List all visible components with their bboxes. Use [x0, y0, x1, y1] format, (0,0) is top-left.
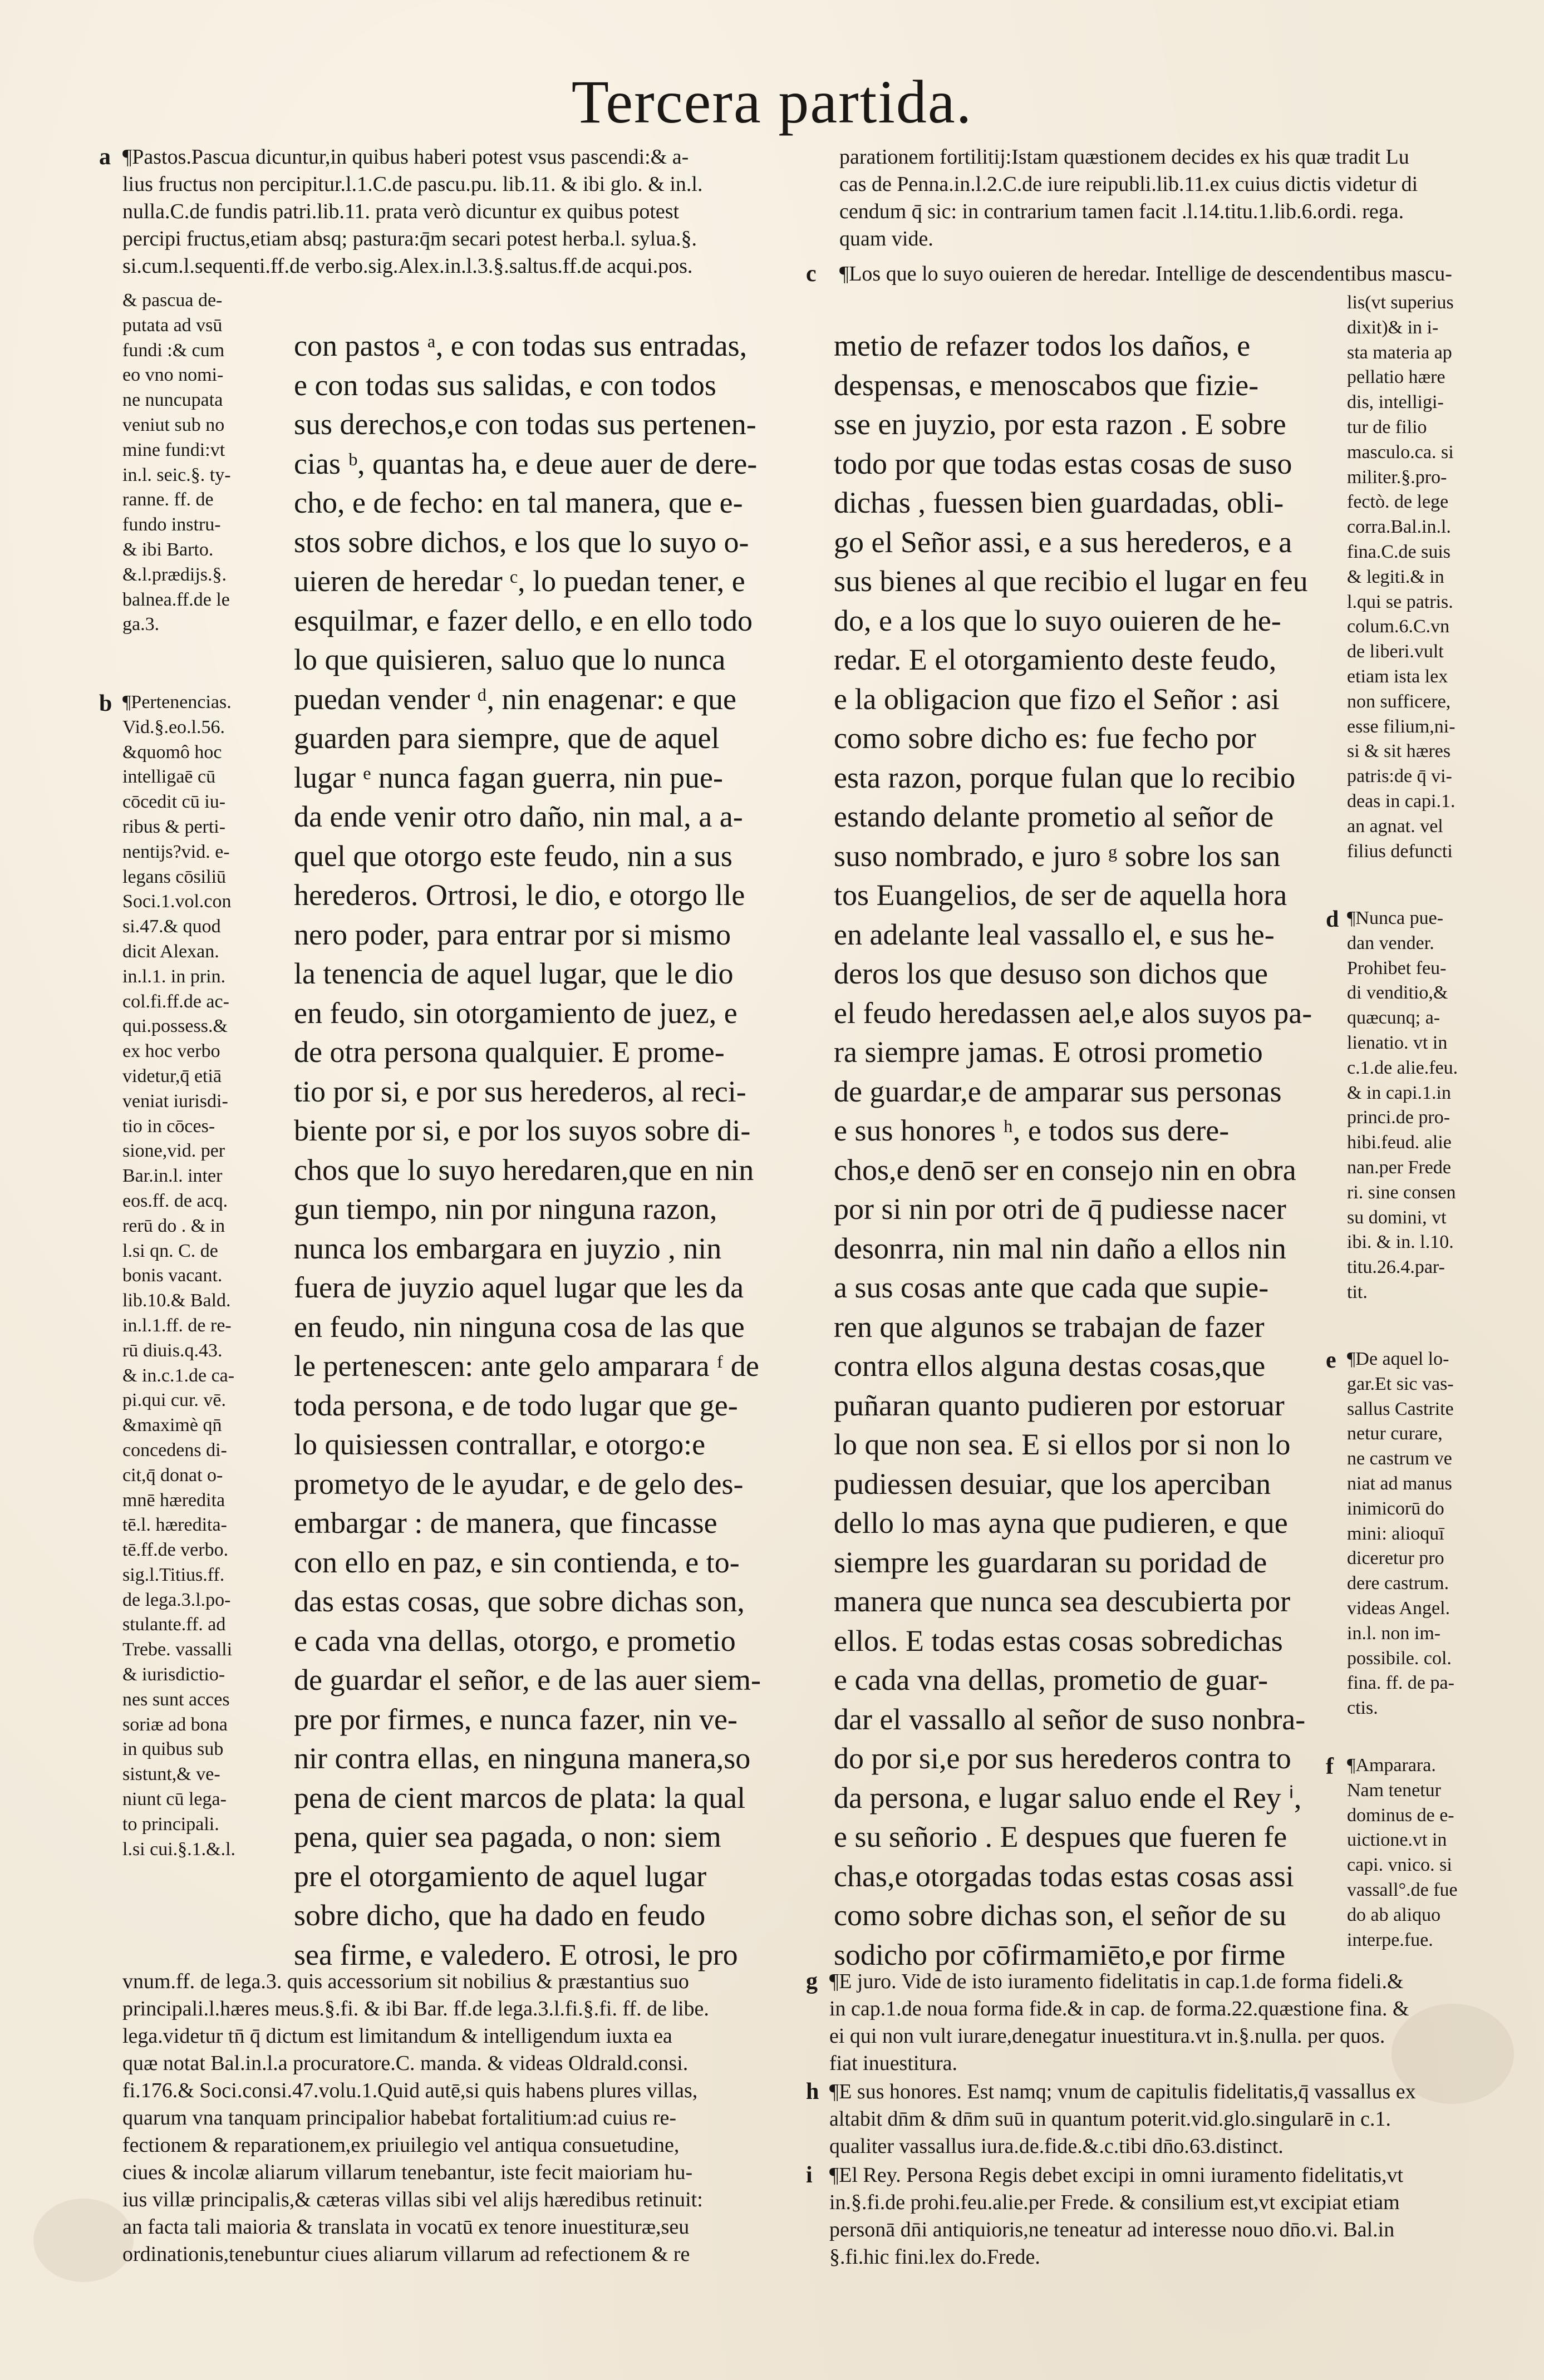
gloss-line: Prohibet feu- — [1347, 957, 1447, 978]
gloss-line: eos.ff. de acq. — [122, 1190, 228, 1211]
text-line: nunca los embargara en juyzio , nin — [294, 1231, 722, 1265]
text-line: como sobre dichas son, el señor de su — [834, 1899, 1286, 1932]
text-line: lo que non sea. E si ellos por si non lo — [834, 1428, 1291, 1461]
gloss-line: ¶E juro. Vide de isto iuramento fidelitatis in cap.1.de forma fideli.& — [829, 1970, 1404, 1993]
gloss-line: ¶Amparara. — [1347, 1755, 1436, 1776]
gloss-line: ¶Nunca pue- — [1347, 908, 1444, 928]
gloss-line: cas de Penna.in.l.2.C.de iure reipubli.lib.11.ex cuius dictis videtur di — [839, 173, 1418, 196]
gloss-line: vnum.ff. de lega.3. quis accessorium sit nobilius & præstantius suo — [122, 1970, 689, 1993]
gloss-right-f — [1347, 1753, 1514, 1959]
text-line: en feudo, nin ninguna cosa de las que — [294, 1310, 745, 1344]
gloss-line: pellatio hære — [1347, 367, 1445, 388]
gloss-line: ius villæ principalis,& cæteras villas sibi vel alijs hæredibus retinuit: — [122, 2188, 703, 2211]
text-line: biente por si, e por los suyos sobre di- — [294, 1114, 751, 1147]
text-line: puedan vender ᵈ, nin enagenar: e que — [294, 682, 736, 716]
gloss-line: quarum vna tanquam principalior habebat fortalitium:ad cuius re- — [122, 2106, 677, 2130]
gloss-line: balnea.ff.de le — [122, 589, 230, 610]
gloss-line: parationem fortilitij:Istam quæstionem decides ex his quæ tradit Lu — [839, 145, 1409, 169]
gloss-line: qui.possess.& — [122, 1016, 228, 1037]
text-line: quel que otorgo este feudo, nin a sus — [294, 839, 732, 873]
gloss-marker-f: f — [1326, 1754, 1334, 1779]
gloss-line: ga.3. — [122, 614, 160, 635]
text-line: ellos. E todas estas cosas sobredichas — [834, 1624, 1283, 1658]
gloss-line: videtur,q̄ etiā — [122, 1065, 222, 1086]
gloss-line: dan vender. — [1347, 932, 1434, 953]
gloss-line: fectionem & reparationem,ex priuilegio vel antiqua consuetudine, — [122, 2133, 680, 2157]
gloss-line: & iurisdictio- — [122, 1664, 225, 1685]
text-line: pena, quier sea pagada, o non: siem — [294, 1820, 721, 1853]
text-line: en feudo, sin otorgamiento de juez, e — [294, 996, 737, 1030]
gloss-line: de lega.3.l.po- — [122, 1589, 231, 1610]
gloss-line: nan.per Frede — [1347, 1157, 1451, 1178]
text-line: ren que algunos se trabajan de fazer — [834, 1310, 1265, 1344]
gloss-line: quæcunq; a- — [1347, 1007, 1440, 1029]
text-line: siempre les guardaran su poridad de — [834, 1545, 1267, 1579]
gloss-line: tio in cōces- — [122, 1115, 215, 1137]
gloss-line: veniut sub no — [122, 414, 225, 435]
text-line: sus derechos,e con todas sus pertenen- — [294, 407, 756, 441]
gloss-line: tur de filio — [1347, 416, 1427, 437]
paper-stain — [33, 2199, 134, 2282]
text-line: cias ᵇ, quantas ha, e deue auer de dere- — [294, 446, 758, 480]
text-line: e con todas sus salidas, e con todos — [294, 368, 716, 402]
gloss-bottom-right-i — [829, 2162, 1514, 2273]
text-line: toda persona, e de todo lugar que ge- — [294, 1388, 738, 1422]
gloss-line: an facta tali maioria & translata in vocatū ex tenore inuestituræ,seu — [122, 2215, 690, 2239]
gloss-line: diceretur pro — [1347, 1548, 1444, 1569]
gloss-line: dixit)& in i- — [1347, 317, 1439, 338]
text-line: pudiessen desuiar, que los aperciban — [834, 1467, 1271, 1501]
gloss-line: l.qui se patris. — [1347, 591, 1453, 612]
text-line: prometyo de le ayudar, e de gelo des- — [294, 1467, 744, 1501]
gloss-line: concedens di- — [122, 1439, 227, 1461]
gloss-line: lienatio. vt in — [1347, 1032, 1448, 1053]
gloss-line: altabit dn̄m & dn̄m suū in quantum poterit.vid.glo.singularē in c.1. — [829, 2107, 1391, 2131]
text-line: de otra persona qualquier. E prome- — [294, 1035, 725, 1069]
gloss-line: l.si cui.§.1.&.l. — [122, 1838, 236, 1860]
gloss-line: ranne. ff. de — [122, 489, 214, 510]
gloss-line: &.l.prædijs.§. — [122, 564, 227, 585]
gloss-line: etiam ista lex — [1347, 666, 1448, 687]
text-line: e sus honores ʰ, e todos sus dere- — [834, 1114, 1230, 1147]
text-line: el feudo heredassen ael,e alos suyos pa- — [834, 996, 1312, 1030]
gloss-marker-h: h — [806, 2079, 819, 2104]
gloss-line: & legiti.& in — [1347, 566, 1444, 587]
gloss-line: Soci.1.vol.con — [122, 891, 232, 912]
text-line: tos Euangelios, de ser de aquella hora — [834, 878, 1287, 912]
text-line: embargar : de manera, que fincasse — [294, 1506, 717, 1540]
gloss-line: in.l.1. in prin. — [122, 966, 226, 987]
gloss-line: dicit Alexan. — [122, 941, 219, 962]
gloss-line: patris:de q̄ vi- — [1347, 766, 1452, 787]
gloss-line: dere castrum. — [1347, 1573, 1449, 1594]
text-line: desonrra, nin mal nin daño a ellos nin — [834, 1231, 1286, 1265]
gloss-line: non sufficere, — [1347, 691, 1451, 712]
gloss-line: putata ad vsū — [122, 314, 223, 336]
gloss-line: tit. — [1347, 1281, 1368, 1302]
gloss-line: & in capi.1.in — [1347, 1082, 1451, 1103]
gloss-marker-b: b — [99, 691, 112, 716]
gloss-line: l.si qn. C. de — [122, 1240, 218, 1261]
text-line: e la obligacion que fizo el Señor : asi — [834, 682, 1280, 716]
text-line: sus bienes al que recibio el lugar en feu — [834, 564, 1308, 598]
gloss-line: filius defuncti — [1347, 840, 1453, 862]
gloss-line: in.l.1.ff. de re- — [122, 1315, 232, 1336]
gloss-line: ¶De aquel lo- — [1347, 1349, 1449, 1369]
gloss-line: intelligaē cū — [122, 766, 216, 788]
gloss-line: netur curare, — [1347, 1423, 1443, 1444]
gloss-c-column — [1347, 291, 1514, 881]
gloss-line: Nam tenetur — [1347, 1779, 1441, 1801]
gloss-right-d — [1347, 906, 1514, 1307]
gloss-line: nentijs?vid. e- — [122, 841, 230, 862]
gloss-line: &maximè qn̄ — [122, 1415, 222, 1436]
text-line: con ello en paz, e sin contienda, e to- — [294, 1545, 740, 1579]
gloss-line: principali.l.hæres meus.§.fi. & ibi Bar. ff.de lega.3.l.fi.§.fi. ff. de libe. — [122, 1997, 709, 2020]
gloss-marker-e: e — [1326, 1348, 1336, 1373]
text-line: pena de cient marcos de plata: la qual — [294, 1781, 746, 1814]
gloss-left-column-b — [122, 690, 273, 1959]
gloss-c-heading — [839, 260, 1513, 289]
text-line: guarden para siempre, que de aquel — [294, 721, 720, 755]
gloss-line: col.fi.ff.de ac- — [122, 991, 229, 1012]
text-line: dichas , fuessen bien guardadas, obli- — [834, 486, 1284, 519]
text-line: con pastos ᵃ, e con todas sus entradas, — [294, 329, 748, 362]
text-line: ra siempre jamas. E otrosi prometio — [834, 1035, 1263, 1069]
gloss-marker-i: i — [806, 2162, 813, 2188]
gloss-line: ctis. — [1347, 1698, 1378, 1719]
gloss-line: in.§.fi.de prohi.feu.alie.per Frede. & consilium est,vt excipiat etiam — [829, 2191, 1400, 2214]
text-line: da persona, e lugar saluo ende el Rey ⁱ, — [834, 1781, 1302, 1814]
gloss-line: tē.l. hæredita- — [122, 1514, 227, 1536]
gloss-bottom-right-h — [829, 2078, 1514, 2162]
text-line: herederos. Ortrosi, le dio, e otorgo lle — [294, 878, 745, 912]
text-line: puñaran quanto pudieren por estoruar — [834, 1388, 1285, 1422]
gloss-line: fina.C.de suis — [1347, 541, 1451, 562]
gloss-line: possibile. col. — [1347, 1648, 1452, 1669]
main-text-left-column — [294, 326, 795, 1985]
text-line: sea firme, e valedero. E otrosi, le pro — [294, 1938, 738, 1971]
gloss-line: de liberi.vult — [1347, 641, 1444, 662]
gloss-line: niunt cū lega- — [122, 1789, 227, 1810]
text-line: a sus cosas ante que cada que supie- — [834, 1271, 1269, 1304]
gloss-marker-c: c — [806, 261, 817, 287]
gloss-line: percipi fructus,etiam absq; pastura:q̄m secari potest herba.l. sylua.§. — [122, 227, 697, 250]
gloss-line: fundo instru- — [122, 514, 221, 535]
text-line: tio por si, e por sus herederos, al reci- — [294, 1074, 746, 1108]
gloss-line: ribus & perti- — [122, 816, 226, 837]
gloss-line: hibi.feud. alie — [1347, 1132, 1452, 1153]
gloss-line: cit,q̄ donat o- — [122, 1464, 223, 1486]
gloss-line: in cap.1.de noua forma fide.& in cap. de forma.22.quæstione fina. & — [829, 1997, 1409, 2020]
text-line: manera que nunca sea descubierta por — [834, 1585, 1291, 1618]
gloss-line: Vid.§.eo.l.56. — [122, 716, 225, 737]
text-line: sodicho por cōfirmamiēto,e por firme — [834, 1938, 1286, 1971]
text-line: e su señorio . E despues que fueren fe — [834, 1820, 1287, 1853]
text-line: despensas, e menoscabos que fizie- — [834, 368, 1259, 402]
gloss-line: di venditio,& — [1347, 982, 1448, 1004]
text-line: da ende venir otro daño, nin mal, a a- — [294, 800, 743, 833]
text-line: le pertenescen: ante gelo amparara ᶠ de — [294, 1349, 759, 1383]
gloss-line: fiat inuestitura. — [829, 2052, 958, 2075]
gloss-line: c.1.de alie.feu. — [1347, 1057, 1458, 1078]
gloss-line: quam vide. — [839, 227, 933, 250]
gloss-line: cōcedit cū iu- — [122, 791, 226, 813]
text-line: dello lo mas ayna que pudieren, e que — [834, 1506, 1288, 1540]
gloss-line: ¶Pastos.Pascua dicuntur,in quibus haberi potest vsus pascendi:& a- — [122, 145, 689, 169]
gloss-line: §.fi.hic fini.lex do.Frede. — [829, 2245, 1040, 2269]
gloss-line: lega.videtur tn̄ q̄ dictum est limitandum & intelligendum iuxta ea — [122, 2024, 672, 2048]
text-line: e cada vna dellas, otorgo, e prometio — [294, 1624, 736, 1658]
gloss-line: videas Angel. — [1347, 1597, 1450, 1619]
gloss-line: veniat iurisdi- — [122, 1090, 228, 1112]
gloss-line: Bar.in.l. inter — [122, 1166, 223, 1187]
text-line: todo por que todas estas cosas de suso — [834, 446, 1292, 480]
text-line: chos que lo suyo heredaren,que en nin — [294, 1153, 754, 1187]
gloss-line: legans cōsiliū — [122, 866, 227, 887]
gloss-line: ibi. & in. l.10. — [1347, 1232, 1454, 1253]
gloss-line: nulla.C.de fundis patri.lib.11. prata verò dicuntur ex quibus potest — [122, 200, 680, 223]
gloss-line: gar.Et sic vas- — [1347, 1373, 1454, 1394]
gloss-line: ne castrum ve — [1347, 1448, 1452, 1469]
text-line: estando delante prometio al señor de — [834, 800, 1274, 833]
page-title: Tercera partida. — [571, 68, 973, 136]
gloss-left-column-a — [122, 288, 273, 667]
gloss-line: su domini, vt — [1347, 1207, 1447, 1228]
gloss-line: to principali. — [122, 1813, 219, 1835]
gloss-line: & pascua de- — [122, 290, 223, 311]
gloss-line: ei qui non vult iurare,denegatur inuestitura.vt in.§.nulla. per quos. — [829, 2024, 1385, 2048]
gloss-line: quæ notat Bal.in.l.a procuratore.C. manda. & videas Oldrald.consi. — [122, 2052, 689, 2075]
gloss-line: si.47.& quod — [122, 916, 221, 937]
gloss-line: sallus Castrite — [1347, 1398, 1454, 1419]
gloss-line: stulante.ff. ad — [122, 1614, 226, 1635]
text-line: chos,e denō ser en consejo nin en obra — [834, 1153, 1296, 1187]
gloss-line: in.l. seic.§. ty- — [122, 464, 231, 485]
text-line: lo quisiessen contrallar, e otorgo:e — [294, 1428, 706, 1461]
gloss-line: personā dn̄i antiquioris,ne teneatur ad interesse nouo dn̄o.vi. Bal.in — [829, 2218, 1395, 2241]
gloss-line: dis, intelligi- — [1347, 392, 1444, 413]
gloss-line: sione,vid. per — [122, 1140, 225, 1162]
gloss-line: colum.6.C.vn — [1347, 616, 1450, 637]
gloss-line: & in.c.1.de ca- — [122, 1365, 235, 1386]
gloss-line: soriæ ad bona — [122, 1714, 228, 1735]
text-line: por si nin por otri de q̄ pudiesse nacer — [834, 1192, 1286, 1226]
gloss-line: vassall°.de fue — [1347, 1879, 1458, 1900]
text-line: stos sobre dichos, e los que lo suyo o- — [294, 525, 749, 559]
gloss-line: ¶E sus honores. Est namq; vnum de capitulis fidelitatis,q̄ vassallus ex — [829, 2080, 1416, 2103]
gloss-line: inimicorū do — [1347, 1498, 1444, 1519]
text-line: de guardar el señor, e de las auer siem- — [294, 1663, 761, 1697]
gloss-line: rerū do . & in — [122, 1215, 225, 1236]
gloss-line: mine fundi:vt — [122, 439, 225, 460]
gloss-line: lis(vt superius — [1347, 292, 1454, 313]
gloss-line: & ibi Barto. — [122, 539, 214, 560]
gloss-line: si & sit hæres — [1347, 741, 1451, 762]
gloss-right-e — [1347, 1347, 1514, 1725]
gloss-line: mnē hæredita — [122, 1489, 225, 1511]
gloss-line: dominus de e- — [1347, 1804, 1454, 1826]
gloss-line: uictione.vt in — [1347, 1830, 1447, 1851]
gloss-line: sistunt,& ve- — [122, 1764, 220, 1785]
text-line: como sobre dicho es: fue fecho por — [834, 721, 1256, 755]
gloss-line: ¶Los que lo suyo ouieren de heredar. Intellige de descendentibus mascu- — [839, 262, 1452, 286]
text-line: pre el otorgamiento de aquel lugar — [294, 1859, 707, 1893]
text-line: sse en juyzio, por esta razon . E sobre — [834, 407, 1286, 441]
gloss-line: nes sunt acces — [122, 1689, 230, 1710]
gloss-line: militer.§.pro- — [1347, 466, 1447, 488]
text-line: nir contra ellas, en ninguna manera,so — [294, 1742, 751, 1775]
gloss-line: in.l. non im- — [1347, 1622, 1441, 1644]
gloss-line: ne nuncupata — [122, 390, 223, 411]
text-line: metio de refazer todos los daños, e — [834, 329, 1251, 362]
gloss-line: fina. ff. de pa- — [1347, 1673, 1454, 1694]
text-line: go el Señor assi, e a sus herederos, e a — [834, 525, 1292, 559]
text-line: lugar ᵉ nunca fagan guerra, nin pue- — [294, 760, 724, 794]
gloss-line: fundi :& cum — [122, 340, 225, 361]
gloss-line: eo vno nomi- — [122, 365, 224, 386]
gloss-line: fectò. de lege — [1347, 491, 1449, 513]
gloss-line: niat ad manus — [1347, 1473, 1452, 1494]
gloss-top-left — [122, 144, 813, 283]
gloss-line: fi.176.& Soci.consi.47.volu.1.Quid autē,si quis habens plures villas, — [122, 2079, 698, 2102]
gloss-line: sta materia ap — [1347, 342, 1452, 363]
gloss-line: cendum q̄ sic: in contrarium tamen facit .l.14.titu.1.lib.6.ordi. rega. — [839, 200, 1404, 223]
gloss-line: do ab aliquo — [1347, 1904, 1441, 1925]
gloss-line: pi.qui cur. vē. — [122, 1390, 227, 1411]
text-line: e cada vna dellas, prometio de guar- — [834, 1663, 1268, 1697]
gloss-line: corra.Bal.in.l. — [1347, 517, 1451, 538]
gloss-line: ordinationis,tenebuntur ciues aliarum villarum ad refectionem & re — [122, 2243, 690, 2266]
text-line: chas,e otorgadas todas estas cosas assi — [834, 1859, 1294, 1893]
gloss-top-right — [839, 144, 1507, 255]
gloss-line: interpe.fue. — [1347, 1929, 1433, 1950]
gloss-marker-g: g — [806, 1969, 818, 1994]
gloss-line: titu.26.4.par- — [1347, 1257, 1445, 1278]
text-line: contra ellos alguna destas cosas,que — [834, 1349, 1266, 1383]
text-line: sobre dicho, que ha dado en feudo — [294, 1899, 706, 1932]
gloss-line: &quomô hoc — [122, 741, 222, 763]
gloss-line: lib.10.& Bald. — [122, 1290, 231, 1311]
text-line: das estas cosas, que sobre dichas son, — [294, 1585, 745, 1618]
gloss-line: deas in capi.1. — [1347, 790, 1456, 812]
text-line: de guardar,e de amparar sus personas — [834, 1074, 1282, 1108]
text-line: deros los que desuso son dichos que — [834, 957, 1268, 990]
gloss-line: in quibus sub — [122, 1739, 224, 1760]
gloss-line: an agnat. vel — [1347, 815, 1443, 837]
gloss-line: bonis vacant. — [122, 1265, 223, 1286]
gloss-line: Trebe. vassalli — [122, 1639, 233, 1660]
gloss-line: lius fructus non percipitur.l.1.C.de pascu.pu. lib.11. & ibi glo. & in.l. — [122, 173, 703, 196]
text-line: do por si,e por sus herederos contra to — [834, 1742, 1291, 1775]
gloss-line: si.cum.l.sequenti.ff.de verbo.sig.Alex.in.l.3.§.saltus.ff.de acqui.pos. — [122, 254, 693, 278]
text-line: lo que quisieren, saluo que lo nunca — [294, 643, 726, 676]
gloss-line: capi. vnico. si — [1347, 1855, 1452, 1876]
text-line: suso nombrado, e juro ᵍ sobre los san — [834, 839, 1281, 873]
gloss-bottom-left — [122, 1968, 813, 2280]
gloss-line: mini: alioquī — [1347, 1523, 1444, 1544]
gloss-line: masculo.ca. si — [1347, 441, 1454, 463]
text-line: pre por firmes, e nunca fazer, nin ve- — [294, 1702, 737, 1736]
gloss-marker-d: d — [1326, 907, 1339, 932]
text-line: la tenencia de aquel lugar, que le dio — [294, 957, 734, 990]
gloss-line: rū diuis.q.43. — [122, 1340, 223, 1361]
text-line: en adelante leal vassallo el, e sus he- — [834, 917, 1275, 951]
gloss-line: ri. sine consen — [1347, 1182, 1456, 1203]
gloss-marker-a: a — [99, 144, 111, 170]
gloss-line: sig.l.Titius.ff. — [122, 1564, 225, 1585]
text-line: dar el vassallo al señor de suso nonbra- — [834, 1702, 1306, 1736]
text-line: cho, e de fecho: en tal manera, que e- — [294, 486, 743, 519]
gloss-line: qualiter vassallus iura.de.fide.&.c.tibi dn̄o.63.distinct. — [829, 2135, 1284, 2158]
gloss-line: esse filium,ni- — [1347, 716, 1456, 737]
gloss-line: tē.ff.de verbo. — [122, 1540, 229, 1561]
text-line: gun tiempo, nin por ninguna razon, — [294, 1192, 717, 1226]
gloss-line: princi.de pro- — [1347, 1107, 1450, 1128]
text-line: do, e a los que lo suyo ouieren de he- — [834, 603, 1281, 637]
gloss-line: ex hoc verbo — [122, 1041, 220, 1062]
text-line: esquilmar, e fazer dello, e en ello todo — [294, 603, 753, 637]
main-text-right-column — [834, 326, 1335, 1985]
text-line: redar. E el otorgamiento deste feudo, — [834, 643, 1277, 676]
gloss-line: ciues & incolæ aliarum villarum tenebantur, iste fecit maioriam hu- — [122, 2161, 693, 2184]
text-line: esta razon, porque fulan que lo recibio — [834, 760, 1296, 794]
text-line: uieren de heredar ᶜ, lo puedan tener, e — [294, 564, 745, 598]
gloss-line: ¶El Rey. Persona Regis debet excipi in omni iuramento fidelitatis,vt — [829, 2163, 1404, 2187]
text-line: fuera de juyzio aquel lugar que les da — [294, 1271, 744, 1304]
gloss-bottom-right-g — [829, 1968, 1514, 2079]
text-line: nero poder, para entrar por si mismo — [294, 917, 731, 951]
gloss-line: ¶Pertenencias. — [122, 692, 232, 712]
